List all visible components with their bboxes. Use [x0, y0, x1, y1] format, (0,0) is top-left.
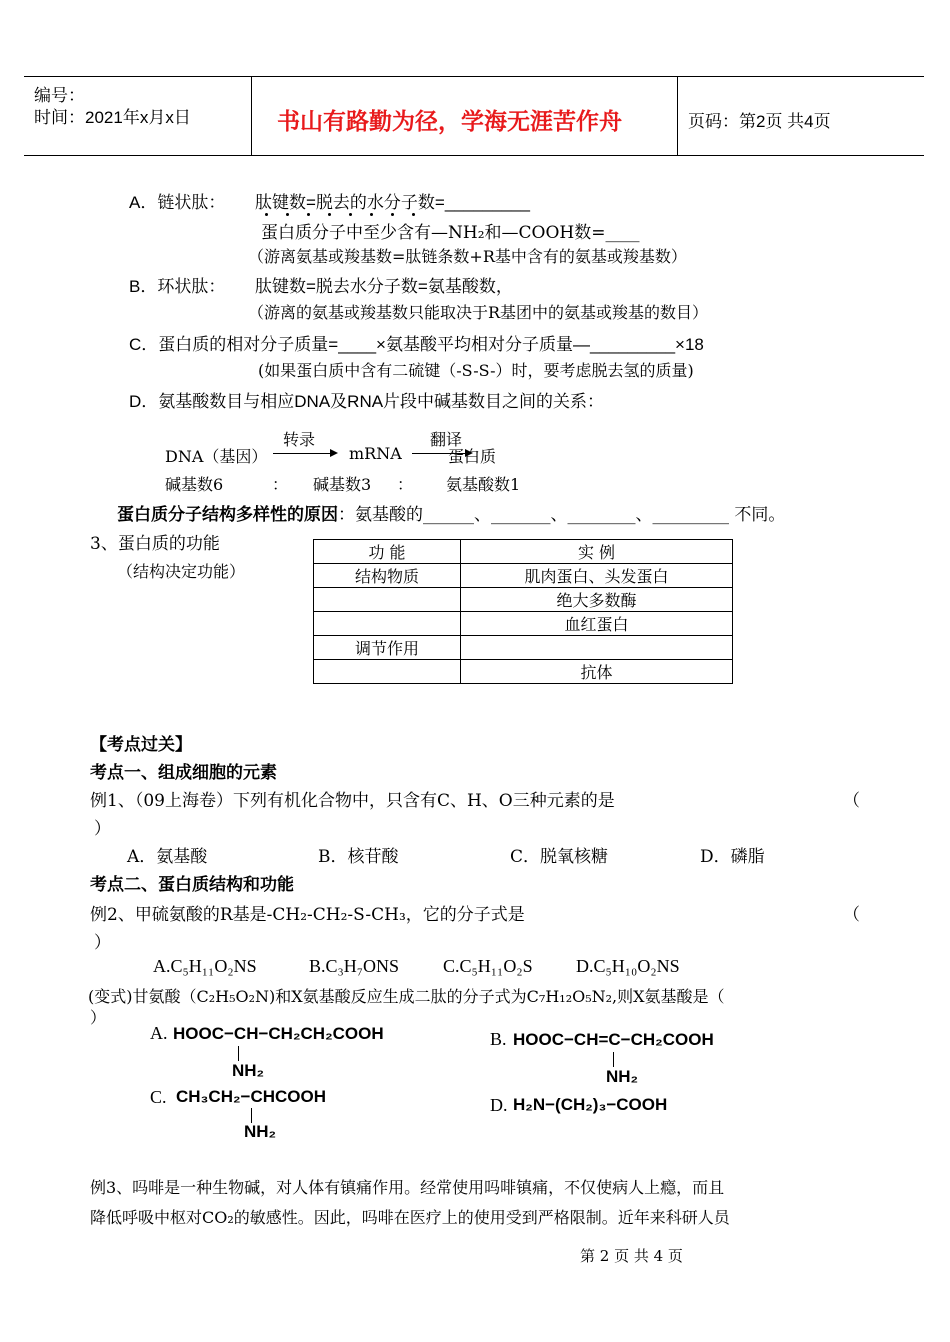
- diversity-label: 蛋白质分子结构多样性的原因: [117, 505, 338, 525]
- document-number-label: 编号：: [34, 86, 85, 105]
- item-a-note: （游离氨基或羧基数=肽链条数+R基中含有的氨基或羧基数）: [248, 247, 687, 266]
- structure-d-label: D.: [490, 1095, 508, 1115]
- mrna-bases-count: 碱基数3: [313, 475, 372, 494]
- table-cell: [461, 636, 733, 660]
- item-d-line1: D．氨基酸数目与相应DNA及RNA片段中碱基数目之间的关系：: [129, 392, 605, 411]
- function-table: [313, 539, 733, 684]
- structure-a-substituent: NH₂: [232, 1061, 265, 1080]
- amino-acid-count: 氨基酸数1: [446, 475, 521, 494]
- table-row: [314, 588, 733, 612]
- document-time-label: 时间：2021年x月x日: [34, 108, 191, 127]
- structure-b-label: B.: [490, 1029, 507, 1049]
- exam-point-1: 考点一、组成细胞的元素: [90, 763, 277, 783]
- table-cell: [314, 612, 461, 636]
- table-cell: 肌肉蛋白、头发蛋白: [461, 564, 733, 588]
- answer-paren-close: ）: [90, 1008, 107, 1027]
- example-2-option-d: D.C₅H₁₀O₂NS: [576, 956, 680, 976]
- table-cell: [314, 660, 461, 684]
- bond-line: [251, 1108, 252, 1123]
- answer-paren-close: ）: [94, 933, 111, 953]
- structure-b-substituent: NH₂: [606, 1067, 639, 1086]
- item-a-line1: 肽键数=脱去的水分子数=_________: [255, 193, 530, 212]
- mrna-label: mRNA: [349, 444, 402, 463]
- structure-c-label: C.: [150, 1087, 167, 1107]
- header-page-label: 页码：第2页 共4页: [688, 112, 831, 131]
- bond-line: [238, 1046, 239, 1061]
- protein-label: 蛋白质: [448, 447, 497, 466]
- transcription-arrow: [273, 453, 333, 454]
- table-cell: 血红蛋白: [461, 612, 733, 636]
- answer-paren-open: （: [843, 905, 860, 925]
- exam-point-2: 考点二、蛋白质结构和功能: [90, 875, 294, 895]
- function-subtitle: （结构决定功能）: [117, 562, 246, 581]
- answer-paren-close: ）: [94, 819, 111, 839]
- item-b-note: （游离的氨基或羧基数只能取决于R基团中的氨基或羧基的数目）: [248, 303, 709, 322]
- diversity-text: ：氨基酸的______、_______、________、_________ 不同。: [338, 505, 786, 525]
- example-1-option-b: B．核苷酸: [318, 847, 399, 867]
- table-row: [314, 660, 733, 684]
- transcription-label: 转录: [283, 430, 316, 449]
- header-divider: [251, 77, 252, 155]
- diversity-line: [117, 500, 785, 525]
- example-2-stem: 例2、甲硫氨酸的R基是-CH₂-CH₂-S-CH₃，它的分子式是: [90, 905, 525, 925]
- example-2-option-c: C.C₅H₁₁O₂S: [443, 956, 533, 976]
- exam-heading: 【考点过关】: [90, 735, 192, 755]
- table-cell: 结构物质: [314, 564, 461, 588]
- example-2-option-b: B.C₃H₇ONS: [309, 956, 400, 976]
- header-motto: 书山有路勤为径，学海无涯苦作舟: [277, 109, 622, 135]
- ratio-colon: ：: [272, 475, 289, 494]
- item-b-line1: 肽键数=脱去水分子数=氨基酸数，: [255, 277, 513, 296]
- item-c-line1: C．蛋白质的相对分子质量=____×氨基酸平均相对分子质量—_________×18: [129, 335, 704, 354]
- example-2-option-a: A.C₅H₁₁O₂NS: [153, 956, 257, 976]
- table-header: 功 能: [314, 540, 461, 564]
- structure-d-formula: H₂N−(CH₂)₃−COOH: [513, 1095, 668, 1114]
- example-1-option-d: D．磷脂: [700, 847, 765, 867]
- structure-b-formula: HOOC−CH=C−CH₂COOH: [513, 1030, 714, 1049]
- example-3-line1: 例3、吗啡是一种生物碱，对人体有镇痛作用。经常使用吗啡镇痛，不仅使病人上瘾，而且: [90, 1178, 725, 1197]
- example-3-line2: 降低呼吸中枢对CO₂的敏感性。因此，吗啡在医疗上的使用受到严格限制。近年来科研人员: [90, 1208, 730, 1227]
- table-cell: 绝大多数酶: [461, 588, 733, 612]
- example-1-option-c: C．脱氧核糖: [510, 847, 609, 867]
- transcription-arrowhead: [330, 449, 338, 457]
- item-a-line2: 蛋白质分子中至少含有—NH₂和—COOH数=____: [261, 223, 640, 243]
- structure-a-label: A.: [150, 1023, 168, 1043]
- table-header: 实 例: [461, 540, 733, 564]
- structure-c-formula: CH₃CH₂−CHCOOH: [176, 1087, 327, 1106]
- structure-a-formula: HOOC−CH−CH₂CH₂COOH: [173, 1024, 384, 1043]
- function-title: 3、蛋白质的功能: [90, 534, 220, 554]
- variant-stem: (变式)甘氨酸（C₂H₅O₂N)和X氨基酸反应生成二肽的分子式为C₇H₁₂O₅N₂,则X氨基酸是（: [88, 987, 725, 1006]
- dna-bases-count: 碱基数6: [165, 475, 224, 494]
- table-row: [314, 564, 733, 588]
- bond-line: [613, 1052, 614, 1067]
- example-1-stem: 例1、（09上海卷）下列有机化合物中，只含有C、H、O三种元素的是: [90, 791, 615, 811]
- footer-page-number: 第 2 页 共 4 页: [580, 1247, 683, 1265]
- translation-label: 翻译: [430, 430, 463, 449]
- answer-paren-open: （: [843, 791, 860, 811]
- header-divider: [677, 77, 678, 155]
- table-row: [314, 612, 733, 636]
- item-a-label: A．链状肽：: [129, 193, 226, 212]
- structure-c-substituent: NH₂: [244, 1122, 277, 1141]
- ratio-colon: ：: [397, 475, 414, 494]
- table-row: [314, 636, 733, 660]
- example-1-option-a: A．氨基酸: [127, 847, 208, 867]
- table-header-row: [314, 540, 733, 564]
- item-c-note: (如果蛋白质中含有二硫键（-S-S-）时，要考虑脱去氢的质量): [258, 361, 694, 380]
- table-cell: [314, 588, 461, 612]
- table-cell: 调节作用: [314, 636, 461, 660]
- table-cell: 抗体: [461, 660, 733, 684]
- dna-label: DNA（基因）: [165, 447, 268, 466]
- item-b-label: B．环状肽：: [129, 277, 226, 296]
